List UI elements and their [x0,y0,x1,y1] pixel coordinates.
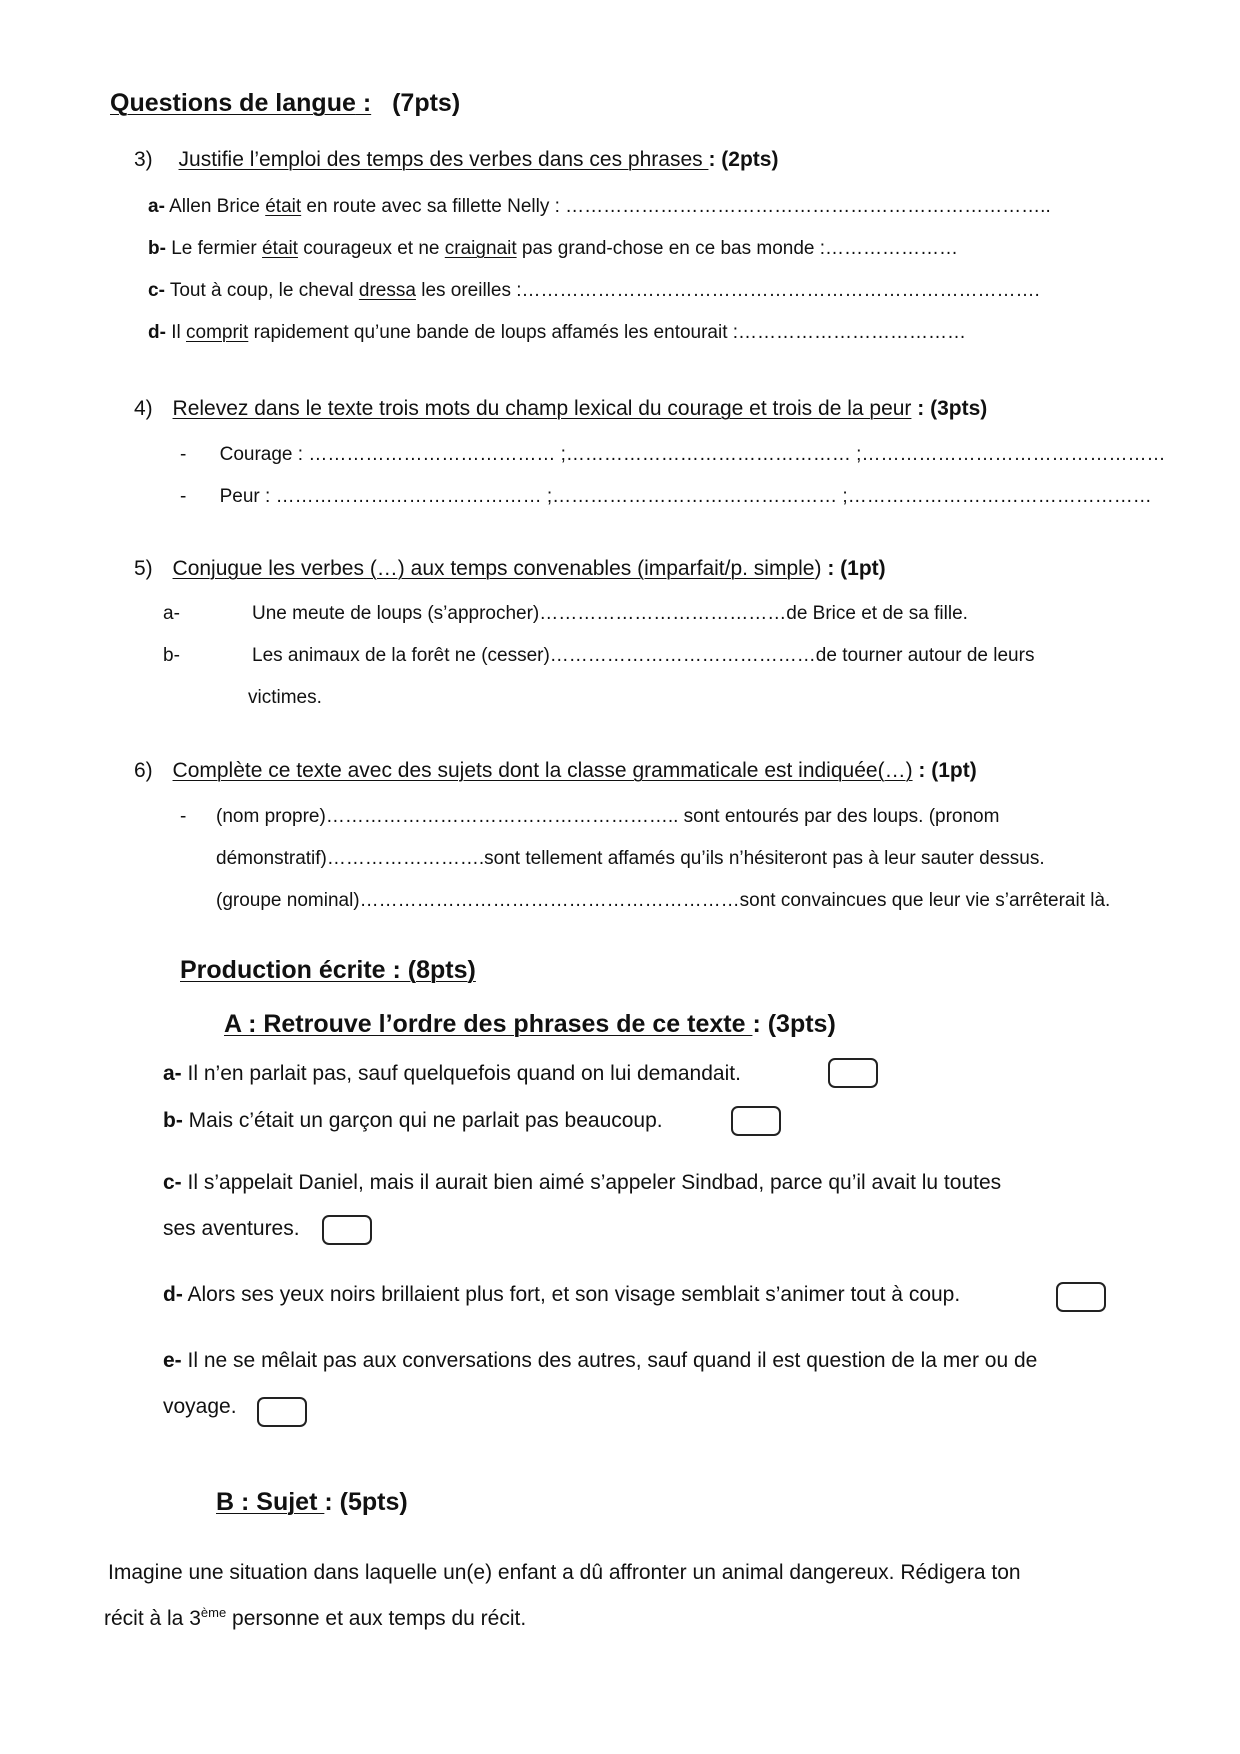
question-points: : (1pt) [912,759,977,782]
order-item-e-cont: voyage. [163,1395,237,1418]
item-label: e- [163,1349,182,1372]
question-points: : (2pts) [708,148,779,171]
answer-line: Peur : …………………………………… ;……………………………………… ;………………………………………… [219,486,1152,507]
q6-line-2: démonstratif)…………………….sont tellement affamés qu’ils n’hésiteront pas à leur sauter dessus. [216,848,1045,869]
underlined-verb: était [265,196,302,217]
list-dash: - [180,444,187,465]
part-a-title-text: A : Retrouve l’ordre des phrases de ce texte [224,1010,753,1038]
question-number: 3) [134,148,153,171]
q6-line-1: (nom propre)……………………………………………….. sont entourés par des loups. (pronom [216,806,1000,827]
question-prompt-end: ) [814,557,822,580]
order-item-d [163,1283,960,1307]
item-text: Tout à coup, le cheval [164,280,359,301]
production-title: Production écrite : (8pts) [180,956,476,984]
sentence-text: Il ne se mêlait pas aux conversations des autres, sauf quand il est question de la mer ou de [181,1349,1038,1372]
item-text: Allen Brice [164,196,266,217]
part-a-title [224,1010,836,1039]
question-points: : (1pt) [821,557,886,580]
part-a-points: : (3pts) [752,1010,836,1038]
item-text: Le fermier [165,238,263,259]
question-4 [134,397,987,421]
part-b-title [216,1488,408,1517]
q5-continuation: victimes. [248,687,322,708]
section-title-text: Questions de langue [110,89,356,117]
sentence-text: Il s’appelait Daniel, mais il aurait bien aimé s’appeler Sindbad, parce qu’il avait lu toutes [181,1171,1002,1194]
subject-line-1: Imagine une situation dans laquelle un(e) enfant a dû affronter un animal dangereux. Rédigera ton [108,1561,1021,1584]
order-answer-box-c[interactable] [322,1215,372,1245]
underlined-verb: dressa [358,280,416,301]
question-prompt: Conjugue les verbes (…) aux temps convenables (imparfait/p. simple [172,557,815,580]
order-item-a [163,1062,741,1086]
item-label: b- [148,238,166,259]
order-answer-box-a[interactable] [828,1058,878,1088]
subject-text: personne et aux temps du récit. [226,1607,527,1630]
q3-item-a [148,196,1051,218]
subject-line-2 [104,1607,526,1631]
item-text: rapidement qu’une bande de loups affamés les entourait :……………………………… [248,322,967,343]
underlined-verb: comprit [186,322,249,343]
item-label: b- [163,1109,183,1132]
q3-item-b [148,238,958,260]
order-answer-box-b[interactable] [731,1106,781,1136]
question-prompt: Justifie l’emploi des temps des verbes dans ces phrases [178,148,709,171]
section-title-sep: : [355,89,372,117]
q4-line-peur [180,486,1152,508]
item-label: c- [163,1171,182,1194]
q5-item-a-text: Une meute de loups (s’approcher)…………………………………de Brice et de sa fille. [252,603,968,624]
question-3 [134,148,778,172]
order-answer-box-d[interactable] [1056,1282,1106,1312]
q5-item-b-text: Les animaux de la forêt ne (cesser)……………………………………de tourner autour de leurs [252,645,1035,666]
q3-item-c [148,280,1040,302]
q5-item-a [163,603,180,625]
sentence-text: Mais c’était un garçon qui ne parlait pas beaucoup. [182,1109,663,1132]
q5-item-b [163,645,180,667]
question-points: : (3pts) [911,397,988,420]
sentence-text: Alors ses yeux noirs brillaient plus fort, et son visage semblait s’animer tout à coup. [182,1283,961,1306]
item-label: c- [148,280,165,301]
list-dash: - [180,486,187,507]
question-number: 6) [134,759,153,782]
item-label: a- [163,1062,182,1085]
question-6 [134,759,977,783]
q3-item-d [148,322,966,344]
q4-line-courage [180,444,1165,466]
order-item-b [163,1109,663,1133]
underlined-verb: craignait [444,238,517,259]
question-prompt: Relevez dans le texte trois mots du champ lexical du courage et trois de la peur [172,397,912,420]
section-points: (7pts) [392,89,461,117]
sentence-text: Il n’en parlait pas, sauf quelquefois quand on lui demandait. [181,1062,741,1085]
item-label: d- [163,1283,183,1306]
list-dash: - [180,806,187,827]
superscript: ème [200,1605,227,1620]
order-item-e [163,1349,1037,1373]
question-number: 4) [134,397,153,420]
item-text: Il [165,322,186,343]
part-b-points: : (5pts) [324,1488,408,1516]
q6-line-3: (groupe nominal)……………………………………………………sont convaincues que leur vie s’arrêterait là. [216,890,1111,911]
order-item-c [163,1171,1001,1195]
item-label: b- [163,645,180,666]
question-prompt: Complète ce texte avec des sujets dont la classe grammaticale est indiquée(…) [172,759,913,782]
item-label: d- [148,322,166,343]
underlined-verb: était [262,238,298,259]
question-5 [134,557,886,581]
subject-text: récit à la 3 [104,1607,201,1630]
question-number: 5) [134,557,153,580]
answer-line: Courage : ………………………………… ;……………………………………… ;………………………………………… [219,444,1166,465]
item-text: pas grand-chose en ce bas monde :………………… [516,238,959,259]
item-text: en route avec sa fillette Nelly : ………………………………………………………………….. [301,196,1051,217]
item-text: courageux et ne [297,238,445,259]
order-answer-box-e[interactable] [257,1397,307,1427]
section-title [110,89,460,118]
item-label: a- [163,603,180,624]
item-text: les oreilles :………………………………………………………………………. [415,280,1040,301]
part-b-title-text: B : Sujet [216,1488,325,1516]
item-label: a- [148,196,165,217]
order-item-c-cont: ses aventures. [163,1217,300,1240]
